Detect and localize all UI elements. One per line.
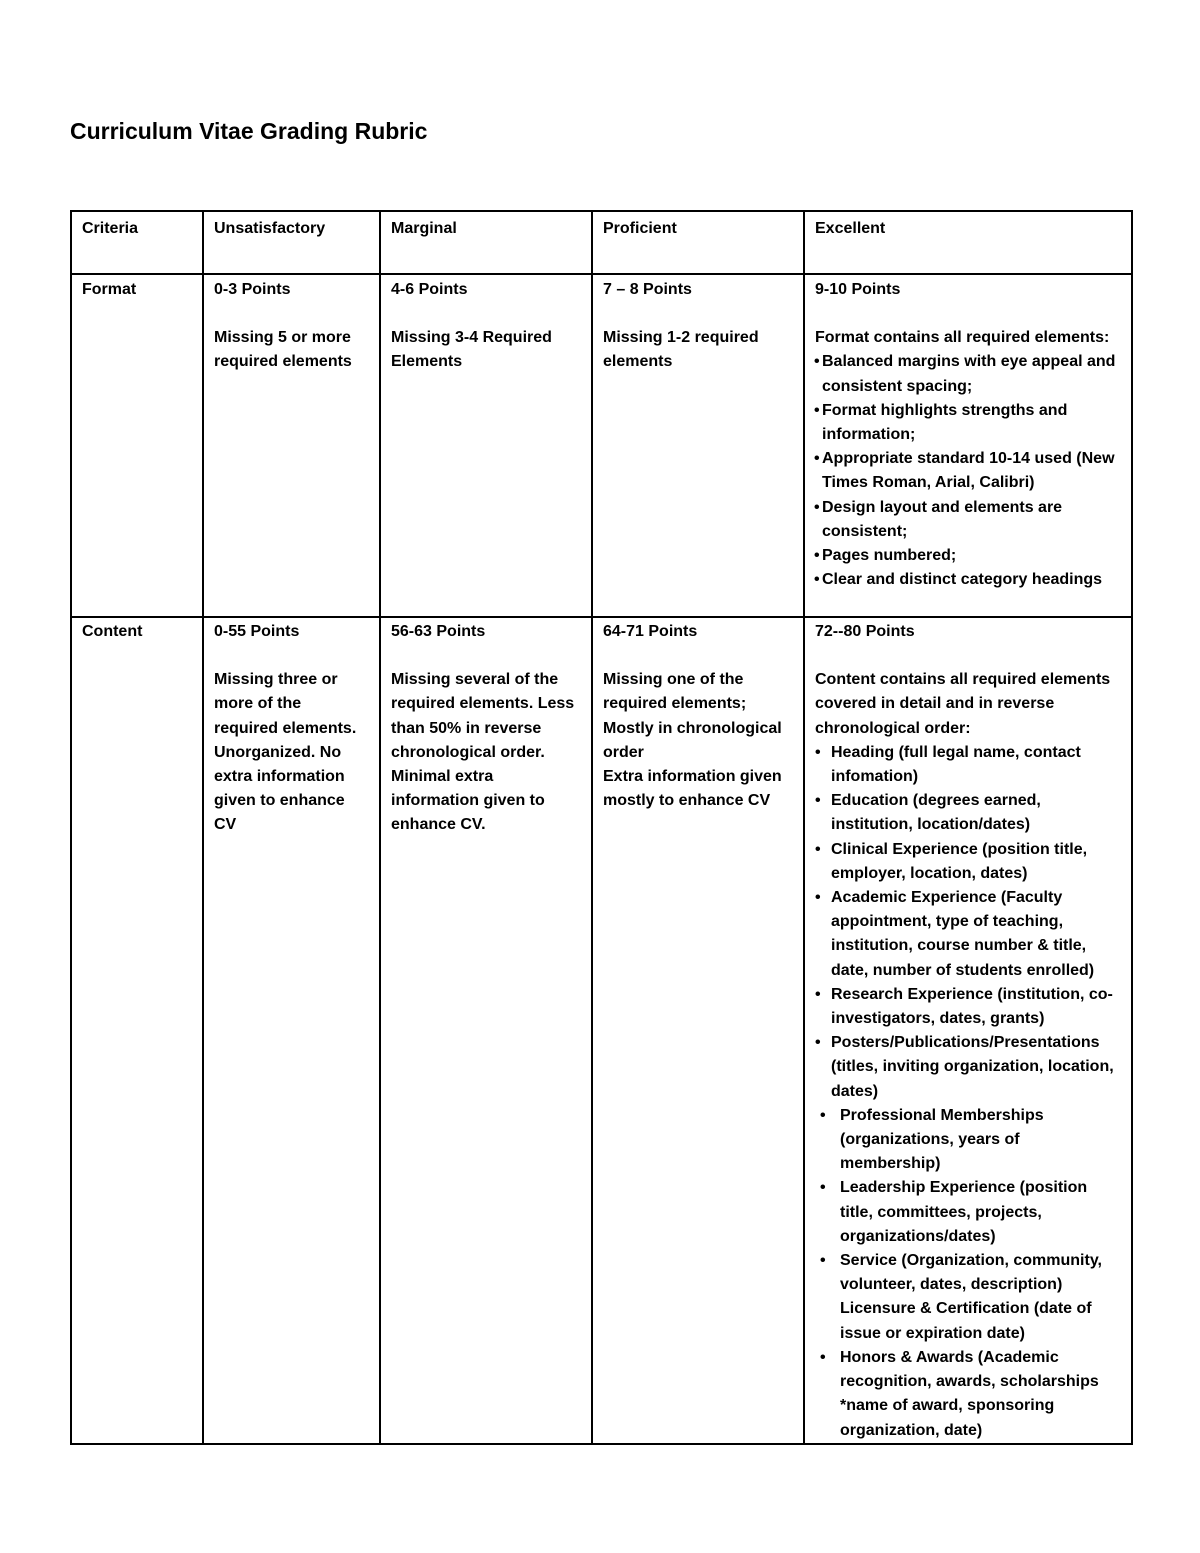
bullet-icon: • <box>815 792 821 810</box>
list-item: • Format highlights strengths and information; <box>815 399 1121 447</box>
bullet-icon: • <box>820 1348 826 1366</box>
format-criteria: Format <box>71 274 203 617</box>
format-unsatisfactory-points: 0-3 Points <box>214 281 291 298</box>
header-proficient: Proficient <box>592 211 804 274</box>
content-excellent-points: 72--80 Points <box>815 623 915 640</box>
content-excellent-list-3 <box>815 1346 1121 1443</box>
format-excellent-points: 9-10 Points <box>815 281 901 298</box>
content-unsatisfactory-cell <box>203 617 380 1444</box>
header-row <box>71 211 1132 274</box>
format-unsatisfactory-cell <box>203 274 380 617</box>
rubric-table <box>70 210 1133 1445</box>
list-item: • Heading (full legal name, contact infomation) <box>815 741 1121 789</box>
page-title: Curriculum Vitae Grading Rubric <box>70 118 428 144</box>
content-proficient-desc2: Extra information given mostly to enhance CV <box>603 768 782 810</box>
header-excellent: Excellent <box>804 211 1132 274</box>
content-marginal-desc2: Minimal extra information given to enhance CV. <box>391 768 545 834</box>
bullet-icon: • <box>814 353 820 371</box>
list-item: • Pages numbered; <box>815 544 1121 568</box>
header-unsatisfactory: Unsatisfactory <box>203 211 380 274</box>
bullet-icon: • <box>814 498 820 516</box>
bullet-icon: • <box>815 840 821 858</box>
format-proficient-points: 7 – 8 Points <box>603 281 692 298</box>
content-unsatisfactory-points: 0-55 Points <box>214 623 300 640</box>
content-proficient-desc: Missing one of the required elements; Mostly in chronological order <box>603 671 782 761</box>
list-item: • Posters/Publications/Presentations (titles, inviting organization, location, dates) <box>815 1031 1121 1104</box>
bullet-icon: • <box>815 985 821 1003</box>
list-item: • Academic Experience (Faculty appointment, type of teaching, institution, course number & title, date, number of students enrolled) <box>815 886 1121 983</box>
bullet-icon: • <box>820 1106 826 1124</box>
header-marginal: Marginal <box>380 211 592 274</box>
bullet-icon: • <box>820 1252 826 1270</box>
format-row <box>71 274 1132 617</box>
list-item: • Clear and distinct category headings <box>815 568 1121 592</box>
bullet-icon: • <box>814 571 820 589</box>
list-item: • Balanced margins with eye appeal and consistent spacing; <box>815 350 1121 398</box>
content-marginal-points: 56-63 Points <box>391 623 486 640</box>
list-item: • Service (Organization, community, volunteer, dates, description) <box>815 1249 1121 1297</box>
content-excellent-list-2 <box>815 1104 1121 1298</box>
content-marginal-desc: Missing several of the required elements. Less than 50% in reverse chronological order. <box>391 671 575 761</box>
format-excellent-list <box>815 350 1121 592</box>
list-item: • Clinical Experience (position title, employer, location, dates) <box>815 838 1121 886</box>
format-proficient-cell <box>592 274 804 617</box>
format-excellent-cell <box>804 274 1132 617</box>
bullet-icon: • <box>815 1034 821 1052</box>
content-proficient-points: 64-71 Points <box>603 623 698 640</box>
format-excellent-intro: Format contains all required elements: <box>815 329 1110 347</box>
list-item: • Education (degrees earned, institution, location/dates) <box>815 789 1121 837</box>
licensure-text: Licensure & Certification (date of issue or expiration date) <box>840 1300 1092 1342</box>
list-item: • Honors & Awards (Academic recognition, awards, scholarships *name of award, sponsoring organization, date) <box>815 1346 1121 1443</box>
content-excellent-intro: Content contains all required elements covered in detail and in reverse chronological order: <box>815 671 1111 737</box>
content-excellent-list <box>815 741 1121 1104</box>
format-marginal-points: 4-6 Points <box>391 281 468 298</box>
content-criteria: Content <box>71 617 203 1444</box>
bullet-icon: • <box>820 1179 826 1197</box>
bullet-icon: • <box>814 547 820 565</box>
format-marginal-desc: Missing 3-4 Required Elements <box>391 329 552 371</box>
bullet-icon: • <box>814 450 820 468</box>
list-item: • Professional Memberships (organizations, years of membership) <box>815 1104 1121 1177</box>
bullet-icon: • <box>815 889 821 907</box>
format-marginal-cell <box>380 274 592 617</box>
content-proficient-cell <box>592 617 804 1444</box>
bullet-icon: • <box>814 401 820 419</box>
list-item: • Research Experience (institution, co-investigators, dates, grants) <box>815 983 1121 1031</box>
content-excellent-cell <box>804 617 1132 1444</box>
header-criteria: Criteria <box>71 211 203 274</box>
list-item: • Design layout and elements are consistent; <box>815 496 1121 544</box>
format-proficient-desc: Missing 1-2 required elements <box>603 329 759 371</box>
list-item: • Appropriate standard 10-14 used (New Times Roman, Arial, Calibri) <box>815 447 1121 495</box>
content-unsatisfactory-desc: Missing three or more of the required elements. Unorganized. No extra information given to enhance CV <box>214 671 357 834</box>
format-unsatisfactory-desc: Missing 5 or more required elements <box>214 329 352 371</box>
content-row <box>71 617 1132 1444</box>
list-item: • Leadership Experience (position title, committees, projects, organizations/dates) <box>815 1176 1121 1249</box>
content-marginal-cell <box>380 617 592 1444</box>
bullet-icon: • <box>815 743 821 761</box>
